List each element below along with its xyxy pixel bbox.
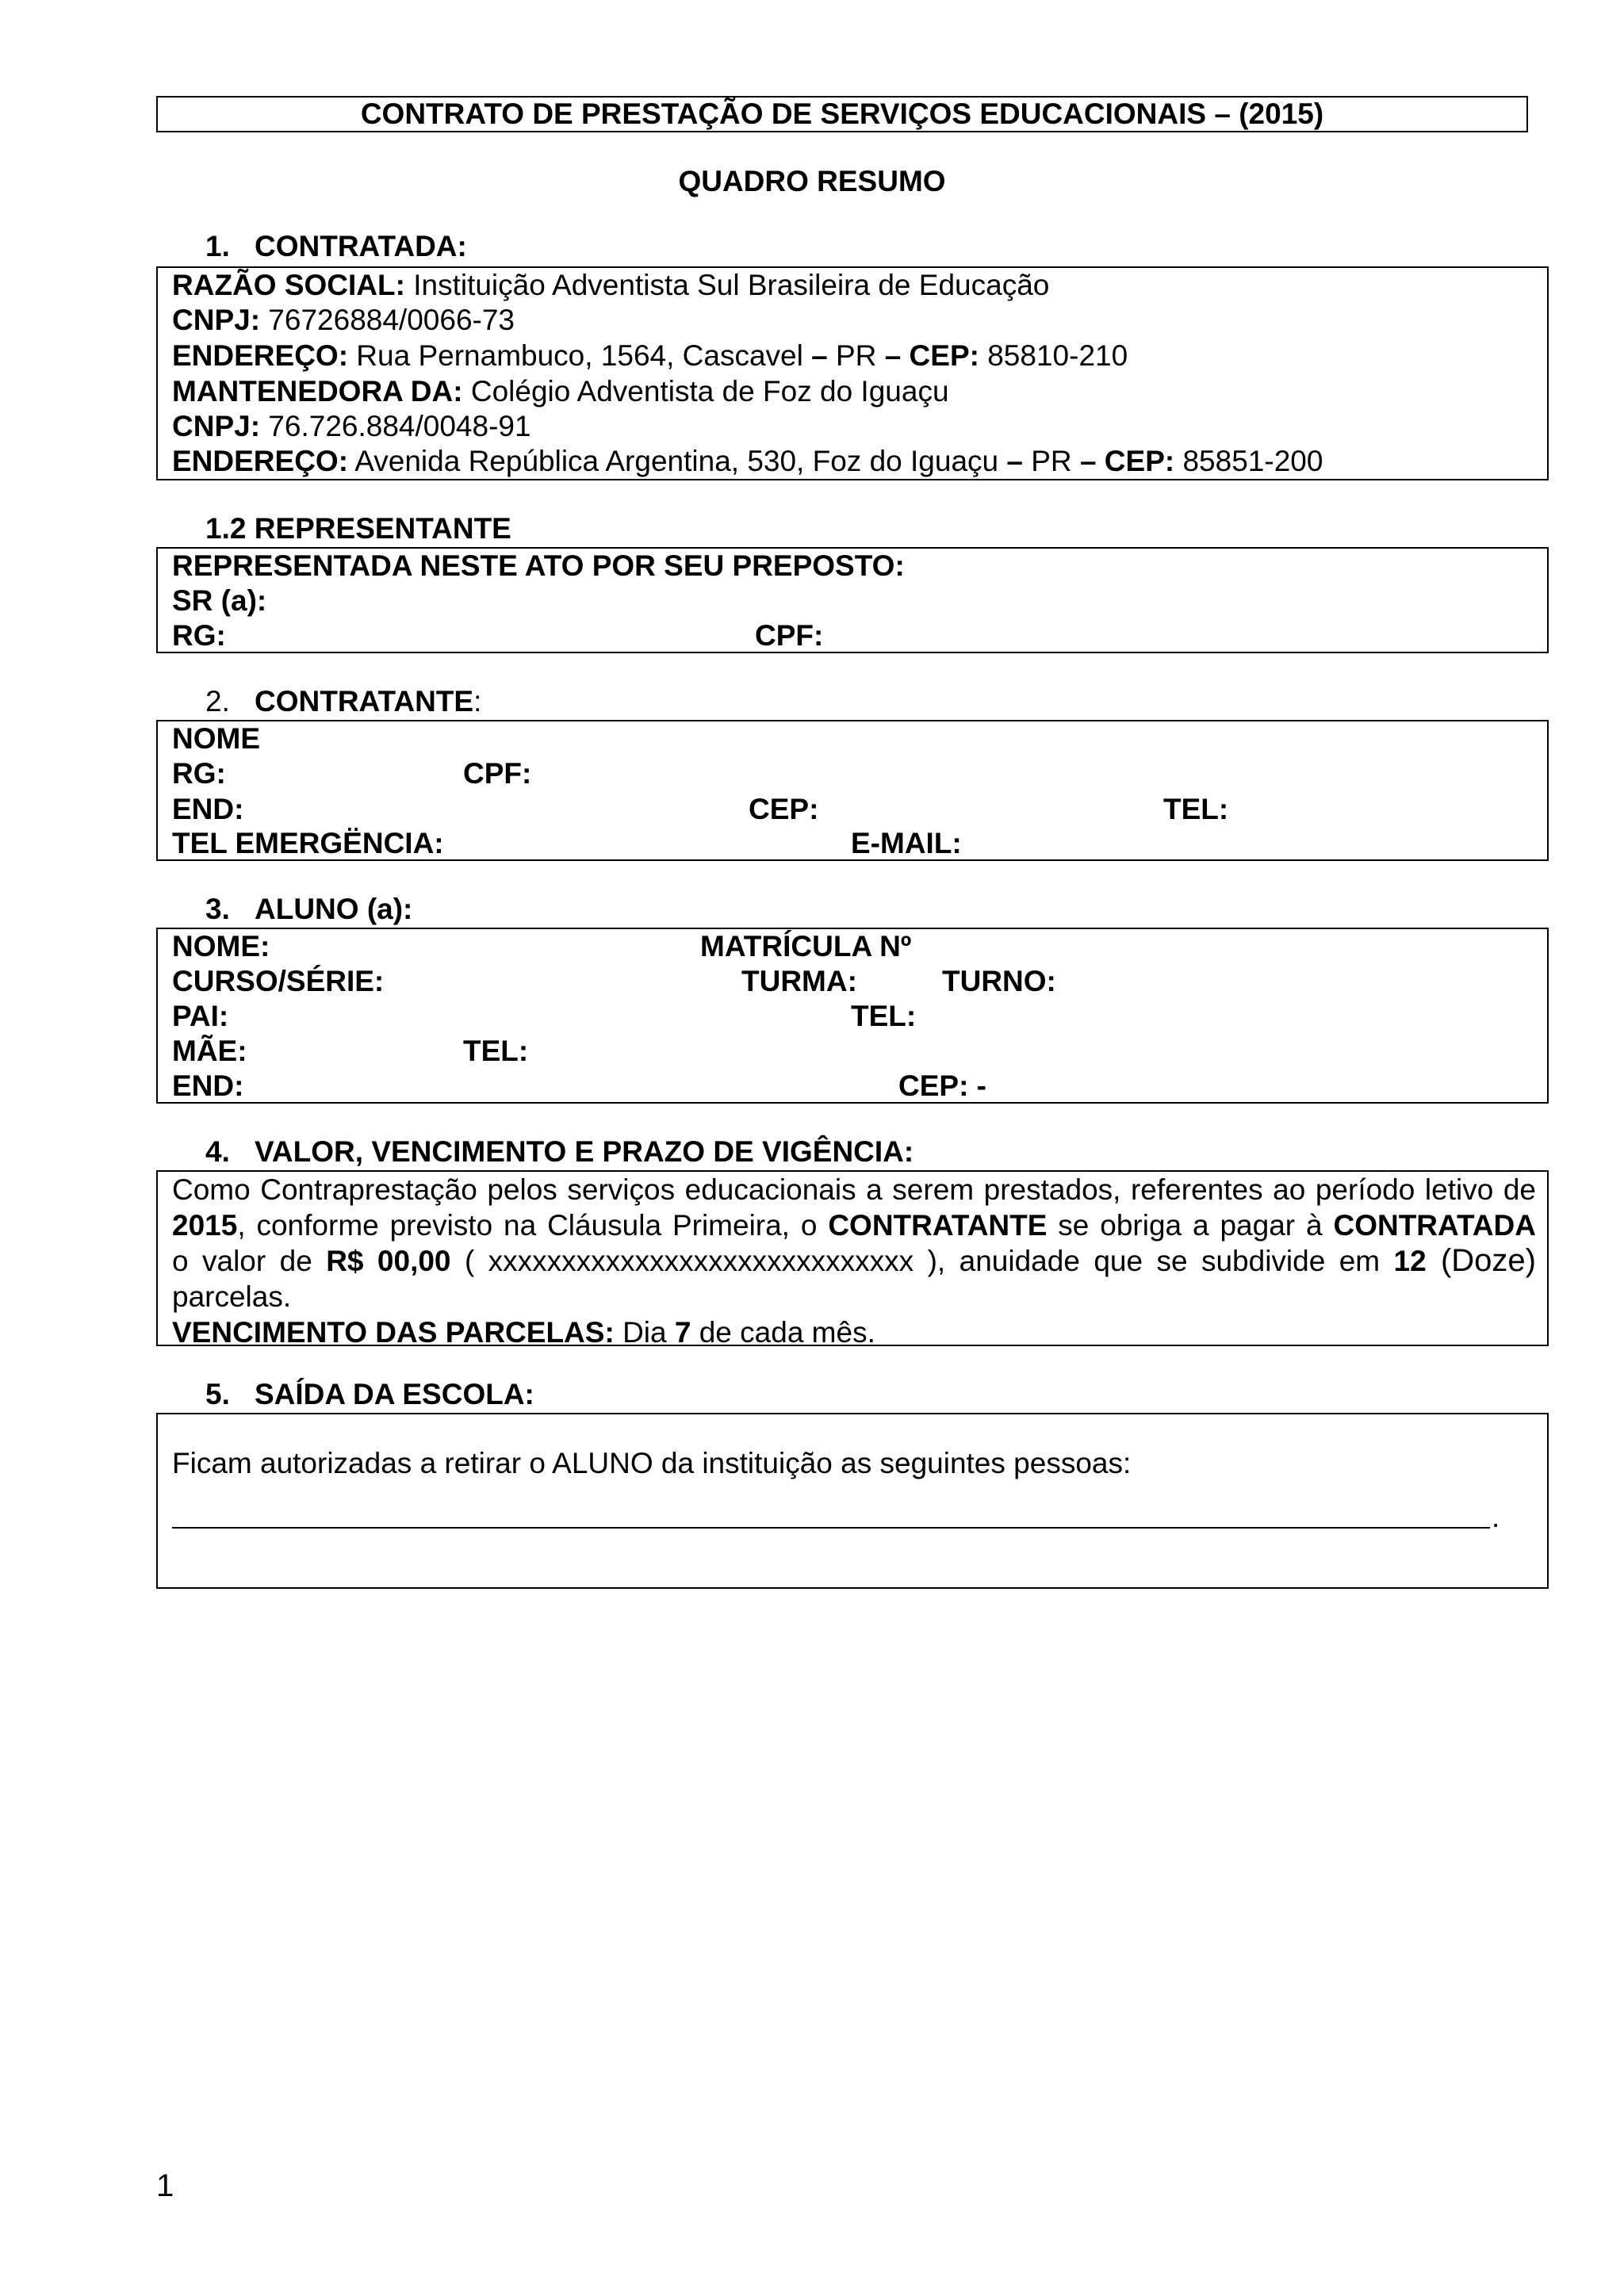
section-5-title: SAÍDA DA ESCOLA: (255, 1378, 534, 1410)
endereco-label-1: ENDEREÇO: (172, 339, 349, 372)
section-3-title: ALUNO (a): (255, 893, 413, 925)
section-1-2-heading: 1.2 REPRESENTANTE (205, 512, 511, 545)
valor-contratada: CONTRATADA (1333, 1209, 1536, 1242)
endereco-label-2: ENDEREÇO: (172, 445, 349, 477)
saida-line-end: . (1492, 1501, 1500, 1533)
contratante-cep-label: CEP: (749, 793, 819, 825)
aluno-end-label: END: (172, 1070, 244, 1102)
aluno-pai-tel-label: TEL: (851, 1000, 917, 1032)
cnpj-row-2 (172, 409, 531, 444)
vencimento-label: VENCIMENTO DAS PARCELAS: (172, 1316, 615, 1349)
representante-cpf-label: CPF: (755, 619, 824, 652)
valor-paragraph (172, 1172, 1536, 1350)
cnpj-label-1: CNPJ: (172, 304, 261, 336)
mantenedora-label: MANTENEDORA DA: (172, 375, 463, 408)
aluno-pai-label: PAI: (172, 1000, 229, 1032)
cep-label-2: CEP: (1096, 445, 1175, 477)
cnpj-row-1 (172, 303, 515, 338)
aluno-turno-label: TURNO: (942, 965, 1056, 997)
section-5-number: 5. (205, 1378, 230, 1410)
saida-text: Ficam autorizadas a retirar o ALUNO da instituição as seguintes pessoas: (172, 1447, 1132, 1479)
endereco-state-1: PR (827, 339, 885, 372)
valor-line-2b: se obriga a pagar à (1047, 1209, 1334, 1242)
valor-doze: (Doze) (1426, 1243, 1536, 1278)
endereco-dash-1b: – (884, 339, 902, 372)
section-4-heading (205, 1135, 914, 1169)
endereco-dash-1a: – (811, 339, 828, 372)
section-2-number: 2. (205, 685, 230, 718)
valor-line-3 (172, 1243, 1536, 1279)
contratante-email-label: E-MAIL: (851, 827, 962, 859)
cnpj-value-2: 76.726.884/0048-91 (260, 410, 531, 442)
section-1-number: 1. (205, 230, 230, 262)
vencimento-row (172, 1314, 1536, 1350)
aluno-cep-label: CEP: - (898, 1070, 986, 1102)
valor-line-3b: ( xxxxxxxxxxxxxxxxxxxxxxxxxxxxx ), anuidade que se subdivide em (450, 1245, 1394, 1277)
preposto-label: REPRESENTADA NESTE ATO POR SEU PREPOSTO: (172, 549, 905, 582)
vencimento-b: de cada mês. (691, 1316, 875, 1349)
representante-rg-label: RG: (172, 619, 226, 652)
contratada-box (156, 266, 1549, 480)
representante-box (156, 547, 1549, 653)
cep-label-1: CEP: (901, 339, 979, 372)
endereco-value-2: Avenida República Argentina, 530, Foz do Iguaçu (348, 445, 1007, 477)
vencimento-a: Dia (614, 1316, 675, 1349)
section-2-heading (205, 685, 481, 718)
section-1-title: CONTRATADA: (255, 230, 467, 262)
aluno-turma-label: TURMA: (741, 965, 857, 997)
section-4-title: VALOR, VENCIMENTO E PRAZO DE VIGÊNCIA: (255, 1135, 914, 1168)
valor-year: 2015 (172, 1209, 238, 1242)
sr-label: SR (a): (172, 584, 267, 617)
valor-box (156, 1170, 1549, 1349)
cep-value-1: 85810-210 (979, 339, 1128, 372)
endereco-value-1: Rua Pernambuco, 1564, Cascavel (348, 339, 812, 372)
section-5-heading (205, 1378, 534, 1411)
aluno-nome-label: NOME: (172, 930, 270, 962)
valor-amount: R$ 00,00 (326, 1245, 451, 1277)
valor-line-4: parcelas. (172, 1280, 292, 1313)
saida-fill-line (172, 1527, 1490, 1529)
aluno-curso-label: CURSO/SÉRIE: (172, 965, 385, 997)
contratante-tel-emergencia-label: TEL EMERGËNCIA: (172, 827, 444, 859)
valor-num-parcelas: 12 (1393, 1245, 1427, 1277)
contratante-rg-label: RG: (172, 757, 226, 790)
endereco-state-2: PR (1022, 445, 1080, 477)
saida-box (156, 1413, 1549, 1589)
summary-heading: QUADRO RESUMO (678, 165, 946, 197)
cep-value-2: 85851-200 (1174, 445, 1323, 477)
razao-social-row (172, 268, 1049, 303)
section-1-heading (205, 230, 467, 263)
endereco-row-1 (172, 339, 1128, 373)
valor-line-1: Como Contraprestação pelos serviços educacionais a serem prestados, referentes ao período letivo de (172, 1173, 1536, 1206)
valor-line-3a: o valor de (172, 1245, 327, 1277)
aluno-mae-tel-label: TEL: (463, 1035, 529, 1067)
razao-social-value: Instituição Adventista Sul Brasileira de Educação (404, 269, 1050, 301)
razao-social-label: RAZÃO SOCIAL: (172, 269, 405, 301)
aluno-mae-label: MÃE: (172, 1035, 247, 1067)
section-3-heading (205, 893, 412, 926)
page-number: 1 (156, 2168, 174, 2203)
cnpj-value-1: 76726884/0066-73 (260, 304, 515, 336)
contract-title: CONTRATO DE PRESTAÇÃO DE SERVIÇOS EDUCACIONAIS – (2015) (156, 96, 1528, 132)
valor-line-2 (172, 1207, 1536, 1243)
cnpj-label-2: CNPJ: (172, 410, 261, 442)
valor-line-2a: , conforme previsto na Cláusula Primeira, o (237, 1209, 829, 1242)
section-4-number: 4. (205, 1135, 230, 1168)
vencimento-day: 7 (674, 1316, 691, 1349)
valor-contratante: CONTRATANTE (828, 1209, 1048, 1242)
endereco-row-2 (172, 444, 1323, 479)
contratante-box (156, 720, 1549, 861)
contratante-nome-label: NOME (172, 722, 260, 755)
section-3-number: 3. (205, 893, 230, 925)
aluno-matricula-label: MATRÍCULA Nº (700, 930, 912, 962)
aluno-box (156, 928, 1549, 1104)
section-2-colon: : (473, 685, 482, 718)
contratante-cpf-label: CPF: (463, 757, 532, 790)
section-2-title: CONTRATANTE (255, 685, 474, 718)
contratante-tel-label: TEL: (1163, 793, 1229, 825)
mantenedora-value: Colégio Adventista de Foz do Iguaçu (462, 375, 949, 408)
mantenedora-row (172, 374, 949, 409)
endereco-dash-2b: – (1079, 445, 1097, 477)
contratante-end-label: END: (172, 793, 244, 825)
endereco-dash-2a: – (1006, 445, 1023, 477)
